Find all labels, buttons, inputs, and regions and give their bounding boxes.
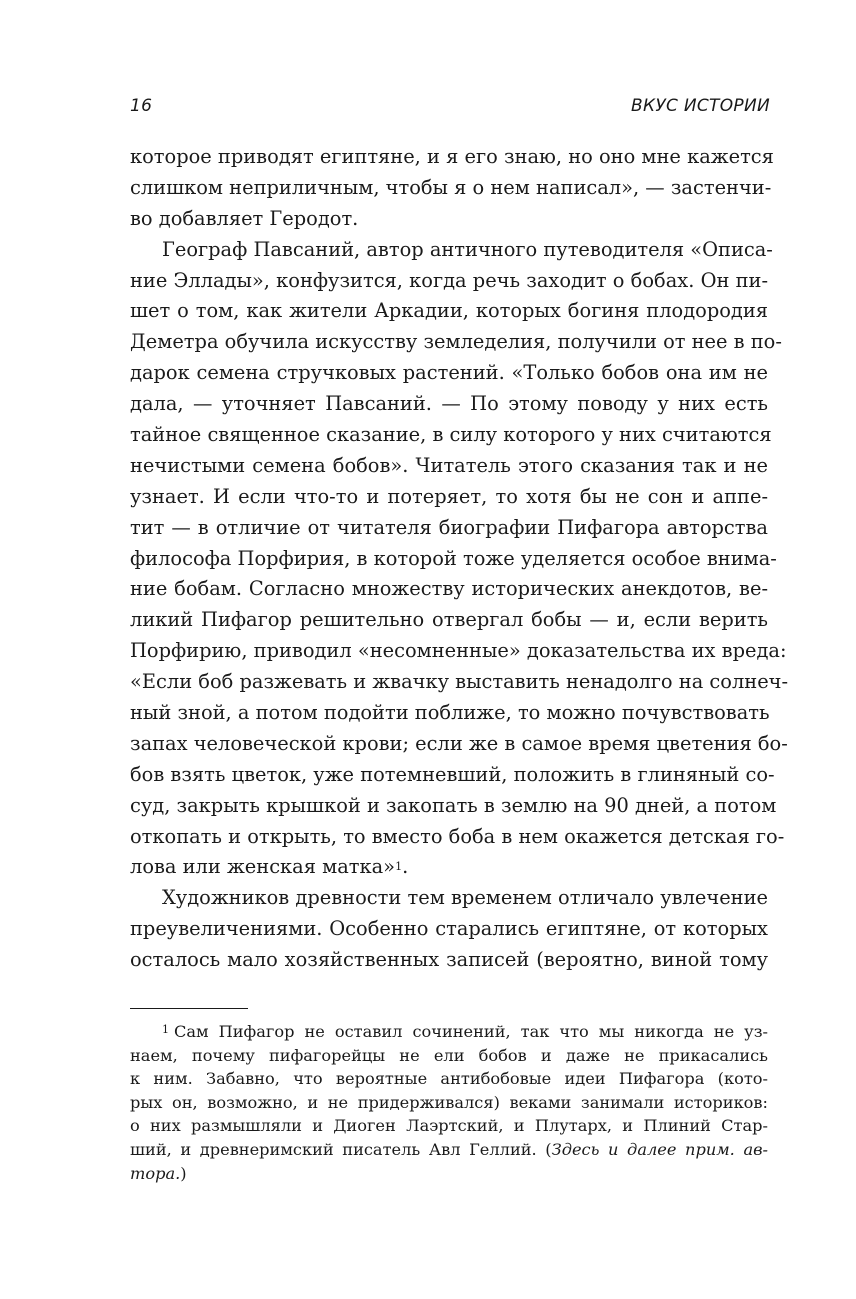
author-note: Здесь и далее прим. ав- bbox=[551, 1139, 768, 1159]
footnote-line: о них размышляли и Диоген Лаэртский, и Плутарх, и Плиний Стар- bbox=[130, 1116, 768, 1136]
running-header bbox=[130, 96, 770, 124]
footnote-reference[interactable]: 1 bbox=[395, 860, 403, 874]
page-number: 16 bbox=[130, 96, 153, 116]
text-line: ный зной, а потом подойти поближе, то можно почувствовать bbox=[130, 701, 770, 725]
text-line: шет о том, как жители Аркадии, которых богиня плодородия bbox=[130, 299, 768, 323]
text-line: дала, — уточняет Павсаний. — По этому поводу у них есть bbox=[130, 392, 768, 416]
text-line: ние бобам. Согласно множеству исторических анекдотов, ве- bbox=[130, 577, 768, 601]
text-line: суд, закрыть крышкой и закопать в землю на 90 дней, а потом bbox=[130, 793, 777, 817]
footnote-line: к ним. Забавно, что вероятные антибобовые идеи Пифагора (кото- bbox=[130, 1069, 768, 1089]
footnote-line-content: ший, и древнеримский писатель Авл Геллий. ( bbox=[130, 1139, 552, 1159]
footnote-line: наем, почему пифагорейцы не ели бобов и даже не прикасались bbox=[130, 1045, 768, 1065]
text-line: тайное священное сказание, в силу которого у них считаются bbox=[130, 423, 772, 447]
text-line: осталось мало хозяйственных записей (вероятно, виной тому bbox=[130, 948, 768, 972]
text-line: преувеличениями. Особенно старались египтяне, от которых bbox=[130, 917, 768, 941]
text-line: философа Порфирия, в которой тоже уделяется особое внима- bbox=[130, 546, 777, 570]
text-line: тит — в отличие от читателя биографии Пифагора авторства bbox=[130, 515, 768, 539]
text-line: нечистыми семена бобов». Читатель этого сказания так и не bbox=[130, 453, 768, 477]
text-line: ние Эллады», конфузится, когда речь заходит о бобах. Он пи- bbox=[130, 268, 768, 292]
running-title: ВКУС ИСТОРИИ bbox=[630, 96, 770, 116]
text-line: во добавляет Геродот. bbox=[130, 206, 359, 230]
footnote-divider bbox=[130, 1008, 248, 1009]
footnote-line: тора.) bbox=[130, 1163, 187, 1183]
text-line: слишком неприличным, чтобы я о нем написал», — застенчи- bbox=[130, 175, 772, 199]
text-line: ликий Пифагор решительно отвергал бобы — и, если верить bbox=[130, 608, 768, 632]
text-line: лова или женская матка»$^1$. bbox=[130, 855, 409, 879]
footnote bbox=[130, 1020, 768, 1185]
text-line: бов взять цветок, уже потемневший, положить в глиняный со- bbox=[130, 762, 775, 786]
text-line: дарок семена стручковых растений. «Только бобов она им не bbox=[130, 361, 768, 385]
text-line: узнает. И если что-то и потеряет, то хотя бы не сон и аппе- bbox=[130, 484, 768, 508]
text-line: Географ Павсаний, автор античного путеводителя «Описа- bbox=[162, 237, 773, 261]
footnote-line bbox=[130, 1020, 768, 1044]
text-line: Деметра обучила искусству земледелия, получили от нее в по- bbox=[130, 330, 782, 354]
main-text bbox=[130, 142, 789, 976]
text-line: откопать и открыть, то вместо боба в нем окажется детская го- bbox=[130, 824, 785, 848]
author-note-end: тора. bbox=[130, 1163, 181, 1183]
text-line-content: лова или женская матка» bbox=[130, 855, 396, 879]
text-line: Художников древности тем временем отличало увлечение bbox=[162, 886, 768, 910]
text-line: Порфирию, приводил «несомненные» доказательства их вреда: bbox=[130, 639, 787, 663]
footnote-line: рых он, возможно, и не придерживался) веками занимали историков: bbox=[130, 1092, 768, 1112]
footnote-marker: 1 bbox=[162, 1023, 169, 1036]
footnote-line-content: Сам Пифагор не оставил сочинений, так что мы никогда не уз- bbox=[174, 1022, 768, 1041]
text-line: запах человеческой крови; если же в самое время цветения бо- bbox=[130, 731, 788, 755]
text-line: «Если боб разжевать и жвачку выставить ненадолго на солнеч- bbox=[130, 670, 789, 694]
footnote-line bbox=[130, 1138, 768, 1162]
text-line: которое приводят египтяне, и я его знаю, но оно мне кажется bbox=[130, 145, 774, 168]
